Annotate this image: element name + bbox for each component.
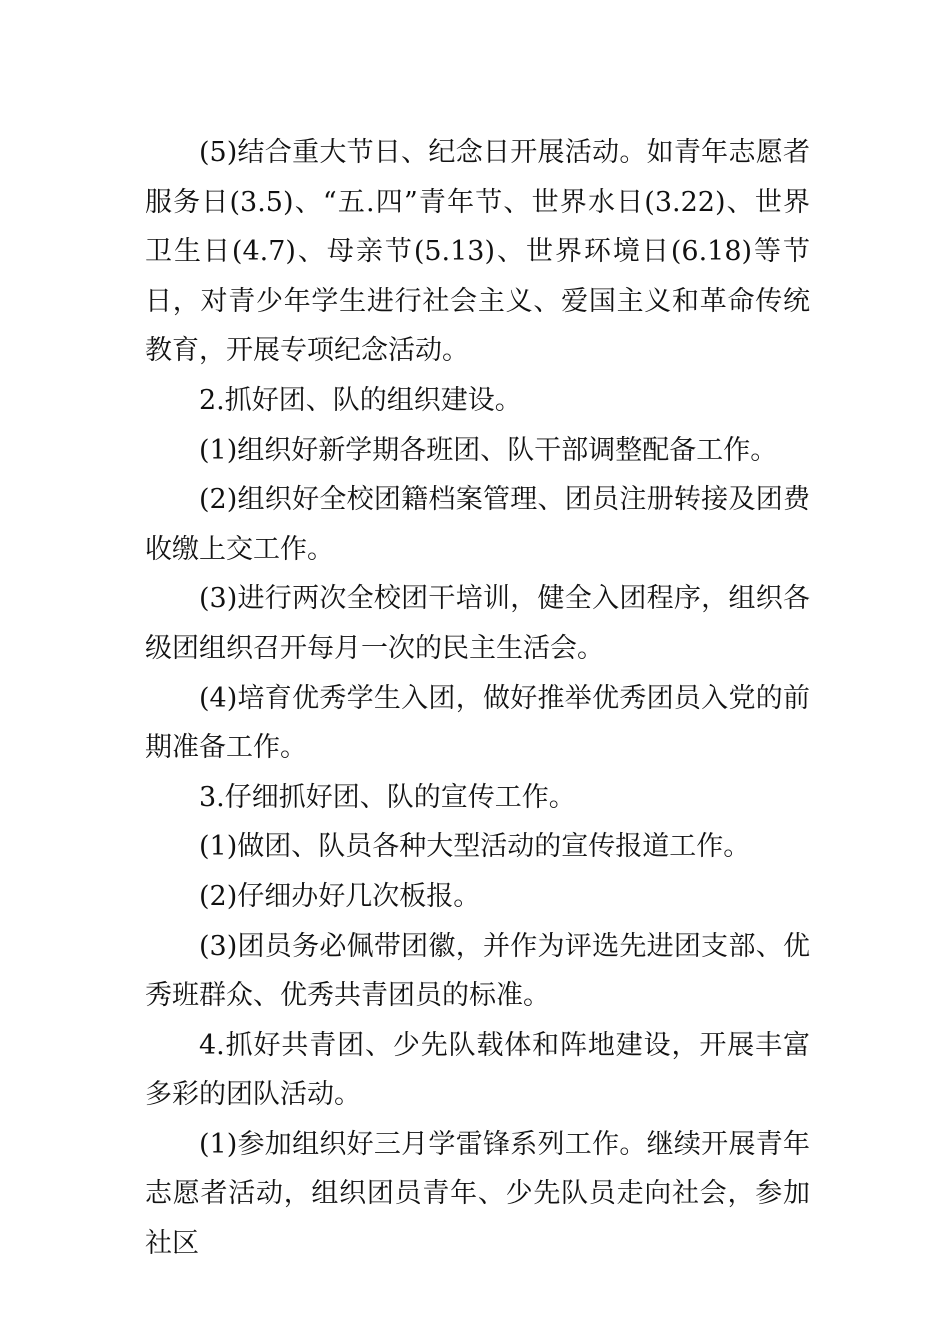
heading-organization-building: 2.抓好团、队的组织建设。	[199, 384, 522, 416]
document-body	[145, 128, 810, 1269]
paragraph-member-recruitment: (4)培育优秀学生入团，做好推举优秀团员入党的前期准备工作。	[145, 682, 810, 764]
paragraph-lei-feng-activities: (1)参加组织好三月学雷锋系列工作。继续开展青年志愿者活动，组织团员青年、少先队员走向社会，参加社区	[145, 1128, 810, 1260]
paragraph-event-reporting: (1)做团、队员各种大型活动的宣传报道工作。	[199, 831, 751, 863]
paragraph-archive-management: (2)组织好全校团籍档案管理、团员注册转接及团费收缴上交工作。	[145, 484, 810, 565]
paragraph-activities-festivals: (5)结合重大节日、纪念日开展活动。如青年志愿者服务日(3.5)、“五.四”青年节、世界水日(3.22)、世界卫生日(4.7)、母亲节(5.13)、世界环境日(6.18)等节日，对青少年学生进行社会主义、爱国主义和革命传统教育，开展专项纪念活动。	[145, 137, 810, 367]
paragraph-blackboard: (2)仔细办好几次板报。	[199, 880, 481, 912]
paragraph-badge-standard: (3)团员务必佩带团徽，并作为评选先进团支部、优秀班群众、优秀共青团员的标准。	[145, 930, 810, 1012]
paragraph-cadre-adjustment: (1)组织好新学期各班团、队干部调整配备工作。	[199, 434, 778, 466]
heading-carrier-building: 4.抓好共青团、少先队载体和阵地建设，开展丰富多彩的团队活动。	[145, 1029, 810, 1111]
heading-publicity-work: 3.仔细抓好团、队的宣传工作。	[199, 781, 576, 813]
paragraph-cadre-training: (3)进行两次全校团干培训，健全入团程序，组织各级团组织召开每月一次的民主生活会。	[145, 583, 810, 664]
